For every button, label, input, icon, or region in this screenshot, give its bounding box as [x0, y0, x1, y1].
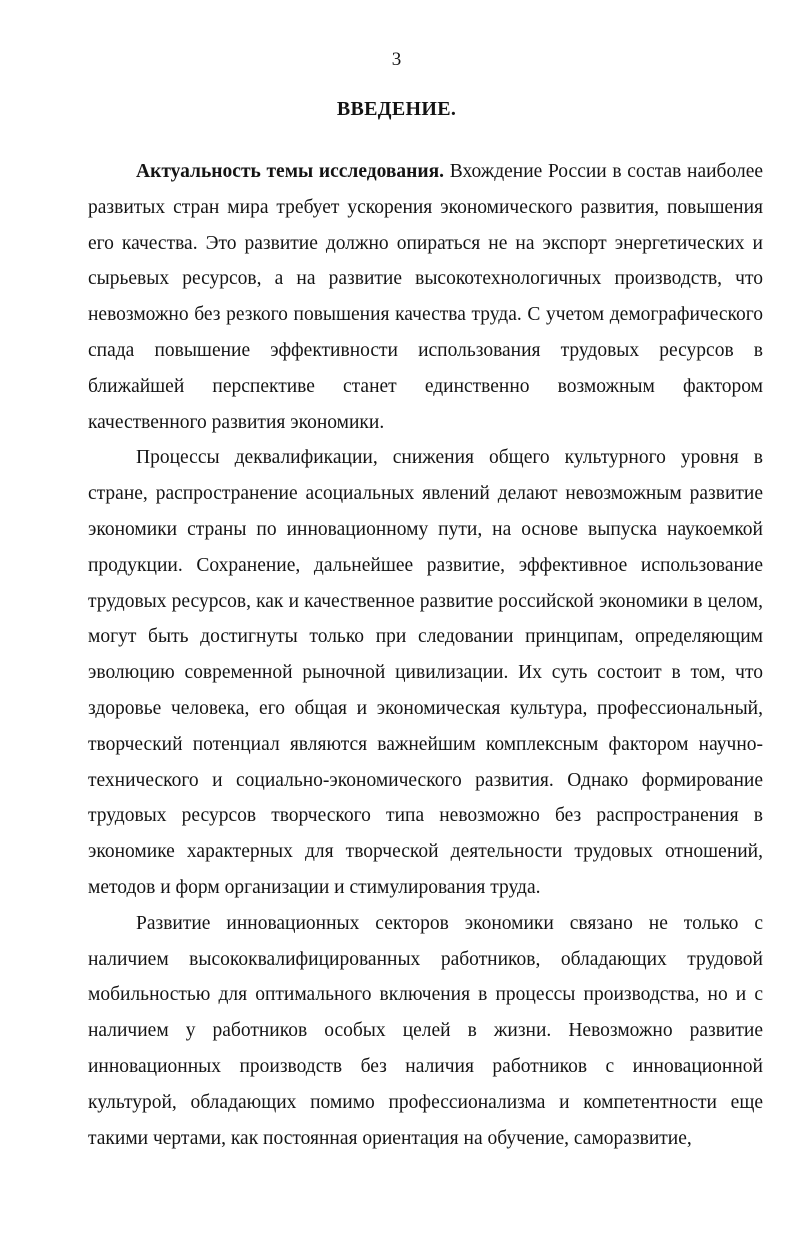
paragraph-1 [88, 154, 763, 440]
page-number: 3 [391, 49, 402, 70]
body-text [88, 154, 763, 1156]
paragraph-text: Вхождение России в состав наиболее развитых стран мира требует ускорения экономического развития, повышения его качества. Это развитие должно опираться не на экспорт энергетических и сырьевых ресурсов, а на развитие высокотехнологичных производств, что невозможно без резкого повышения качества труда. С учетом демографического спада повышение эффективности использования трудовых ресурсов в ближайшей перспективе станет единственно возможным фактором качественного развития экономики. [88, 161, 764, 433]
section-heading: ВВЕДЕНИЕ. [336, 98, 457, 120]
paragraph-3: Развитие инновационных секторов экономики связано не только с наличием высококвалифицированных работников, обладающих трудовой мобильностью для оптимального включения в процессы производства, но и с наличием у работников особых целей в жизни. Невозможно развитие инновационных производств без наличия работников с инновационной культурой, обладающих помимо профессионализма и компетентности еще такими чертами, как постоянная ориентация на обучение, саморазвитие, [88, 912, 763, 1149]
paragraph-lead: Актуальность темы исследования. [136, 161, 445, 182]
paragraph-2: Процессы деквалификации, снижения общего культурного уровня в стране, распространение асоциальных явлений делают невозможным развитие экономики страны по инновационному пути, на основе выпуска наукоемкой продукции. Сохранение, дальнейшее развитие, эффективное использование трудовых ресурсов, как и качественное развитие российской экономики в целом, могут быть достигнуты только при следовании принципам, определяющим эволюцию современной рыночной цивилизации. Их суть состоит в том, что здоровье человека, его общая и экономическая культура, профессиональный, творческий потенциал являются важнейшим комплексным фактором научно-технического и социально-экономического развития. Однако формирование трудовых ресурсов творческого типа невозможно без распространения в экономике характерных для творческой деятельности трудовых отношений, методов и форм организации и стимулирования труда. [88, 447, 763, 898]
